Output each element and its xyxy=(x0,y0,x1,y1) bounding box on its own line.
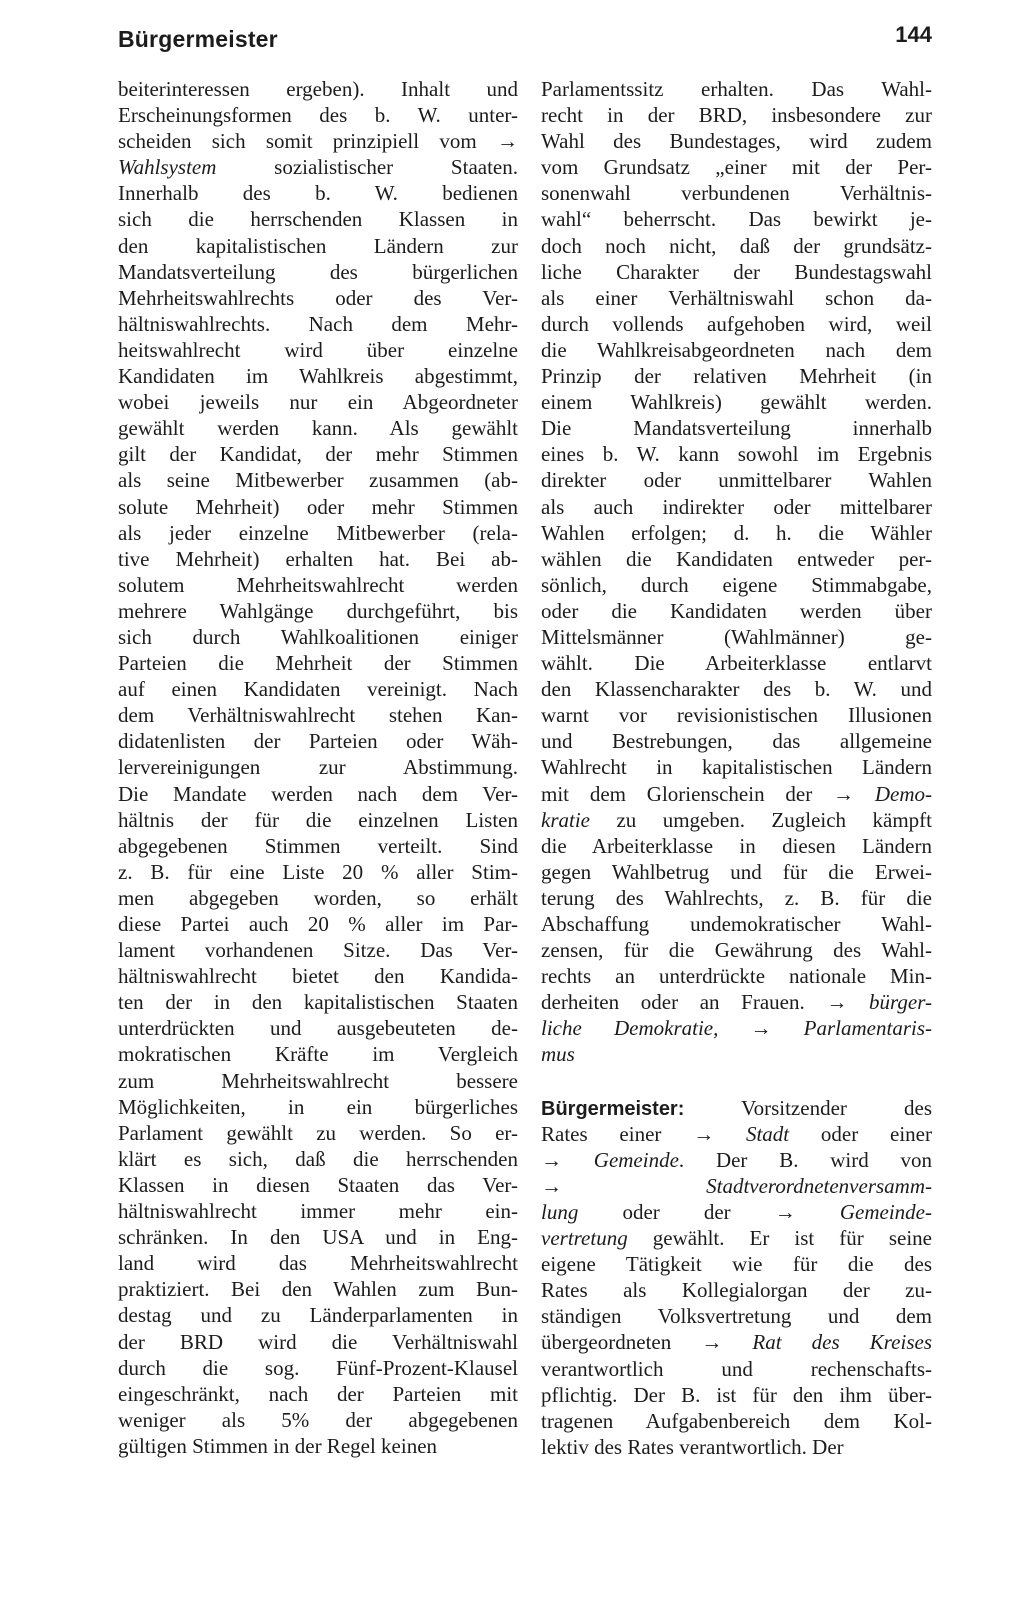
cross-reference-term: vertretung xyxy=(541,1226,628,1251)
text-line xyxy=(118,1433,518,1459)
text-line xyxy=(541,989,932,1015)
text-run: wobei jeweils nur ein Abgeordneter xyxy=(118,390,518,415)
text-line xyxy=(118,859,518,885)
text-line xyxy=(118,807,518,833)
text-line xyxy=(541,389,932,415)
text-line xyxy=(118,1224,518,1250)
text-line xyxy=(541,311,932,337)
text-line xyxy=(541,1329,932,1355)
text-line xyxy=(118,1172,518,1198)
text-run: didatenlisten der Parteien oder Wäh- xyxy=(118,729,518,754)
text-run: Die Mandatsverteilung innerhalb xyxy=(541,416,932,441)
text-line xyxy=(541,1408,932,1434)
text-run: direkter oder unmittelbarer Wahlen xyxy=(541,468,932,493)
text-line xyxy=(541,206,932,232)
cross-reference-arrow: → xyxy=(750,1016,804,1041)
text-run: wahl“ beherrscht. Das bewirkt je- xyxy=(541,207,932,232)
cross-reference-term: Wahlsystem xyxy=(118,155,217,180)
text-run: men abgegeben worden, so erhält xyxy=(118,885,518,910)
cross-reference-arrow: → xyxy=(701,1330,753,1355)
text-run: Klassen in diesen Staaten das Ver- xyxy=(118,1172,518,1197)
text-line xyxy=(541,885,932,911)
text-run: hältniswahlrecht bietet den Kandida- xyxy=(118,964,518,989)
text-line xyxy=(118,1250,518,1276)
text-line xyxy=(118,1355,518,1381)
text-line xyxy=(541,1434,932,1460)
text-line xyxy=(118,650,518,676)
text-run: als auch indirekter oder mittelbarer xyxy=(541,494,932,519)
text-run: . Der B. wird von xyxy=(678,1147,933,1172)
text-run: Möglichkeiten, in ein bürgerliches xyxy=(118,1094,518,1119)
text-run: Rates einer xyxy=(541,1121,694,1146)
text-run: Prinzip der relativen Mehrheit (in xyxy=(541,364,932,389)
text-line xyxy=(118,598,518,624)
text-line xyxy=(541,233,932,259)
text-run: mokratischen Kräfte im Vergleich xyxy=(118,1042,518,1067)
text-line xyxy=(541,702,932,728)
text-run: einem Wahlkreis) gewählt werden. xyxy=(541,390,932,415)
cross-reference-arrow: → xyxy=(541,1147,594,1172)
text-run: zu umgeben. Zugleich kämpft xyxy=(589,807,932,832)
text-run: beiterinteressen ergeben). Inhalt und xyxy=(118,77,518,101)
text-run: eigene Tätigkeit wie für die des xyxy=(541,1252,932,1277)
cross-reference-arrow: → xyxy=(497,129,518,154)
text-line xyxy=(118,389,518,415)
cross-reference-arrow: → xyxy=(541,1173,707,1198)
text-run: wählen die Kandidaten entweder per- xyxy=(541,546,932,571)
cross-reference-term: kratie xyxy=(541,807,590,832)
text-run: weniger als 5% der abgegebenen xyxy=(118,1407,518,1432)
text-line xyxy=(541,337,932,363)
text-line xyxy=(541,1356,932,1382)
text-run: sozialistischer Staaten. xyxy=(216,155,518,180)
text-run: lament vorhandenen Sitze. Das Ver- xyxy=(118,938,518,963)
text-line xyxy=(118,102,518,128)
text-run: Erscheinungsformen des b. W. unter- xyxy=(118,103,518,128)
text-line xyxy=(118,494,518,520)
text-line xyxy=(541,441,932,467)
text-run: Mehrheitswahlrechts oder des Ver- xyxy=(118,285,518,310)
text-run: den kapitalistischen Ländern zur xyxy=(118,233,518,258)
text-run: Abschaffung undemokratischer Wahl- xyxy=(541,912,932,936)
text-line xyxy=(541,676,932,702)
text-line xyxy=(541,963,932,989)
text-line xyxy=(541,598,932,624)
text-run: verantwortlich und rechenschafts- xyxy=(541,1356,932,1381)
text-line xyxy=(541,572,932,598)
text-line xyxy=(541,1382,932,1408)
text-run: praktiziert. Bei den Wahlen zum Bun- xyxy=(118,1277,518,1302)
text-run: gewählt werden kann. Als gewählt xyxy=(118,416,518,441)
text-run: mit dem Glorienschein der xyxy=(541,781,834,806)
text-line xyxy=(541,937,932,963)
running-head-word: Bürgermeister xyxy=(118,26,278,52)
text-line xyxy=(118,259,518,285)
text-line xyxy=(541,1015,932,1041)
text-line xyxy=(541,1173,932,1199)
text-run: hältniswahlrecht immer mehr ein- xyxy=(118,1199,518,1224)
text-run: Vorsitzender des xyxy=(684,1095,932,1120)
text-run: eingeschränkt, nach der Parteien mit xyxy=(118,1381,518,1406)
text-run: die Wahlkreisabgeordneten nach dem xyxy=(541,337,932,362)
text-run: klärt es sich, daß die herrschenden xyxy=(118,1146,518,1171)
text-line xyxy=(118,572,518,598)
text-line xyxy=(118,1198,518,1224)
text-run: land wird das Mehrheitswahlrecht xyxy=(118,1251,518,1276)
text-line xyxy=(118,989,518,1015)
text-line xyxy=(541,728,932,754)
text-line xyxy=(118,311,518,337)
text-run: sönlich, durch eigene Stimmabgabe, xyxy=(541,572,932,597)
left-column xyxy=(118,76,518,1459)
text-run: auf einen Kandidaten vereinigt. Nach xyxy=(118,677,518,702)
text-line xyxy=(118,285,518,311)
text-line xyxy=(118,415,518,441)
cross-reference-term: Demo- xyxy=(874,781,932,806)
cross-reference-term: Gemeinde- xyxy=(839,1199,932,1224)
text-line xyxy=(118,1094,518,1120)
text-run: Die Mandate werden nach dem Ver- xyxy=(118,781,518,806)
text-run: oder die Kandidaten werden über xyxy=(541,598,932,623)
text-run: z. B. für eine Liste 20 % aller Stim- xyxy=(118,859,518,884)
text-run: zensen, für die Gewährung des Wahl- xyxy=(541,938,932,963)
text-line xyxy=(118,441,518,467)
text-line xyxy=(118,1120,518,1146)
text-line xyxy=(118,337,518,363)
cross-reference-term: Gemeinde xyxy=(593,1147,679,1172)
text-line xyxy=(118,885,518,911)
cross-reference-term: Parlamentaris- xyxy=(803,1016,932,1041)
text-line xyxy=(118,833,518,859)
text-line xyxy=(541,1147,932,1173)
text-line xyxy=(541,833,932,859)
text-run: Wahlen erfolgen; d. h. die Wähler xyxy=(541,520,932,545)
text-run: terung des Wahlrechts, z. B. für die xyxy=(541,885,932,910)
text-run: abgegebenen Stimmen verteilt. Sind xyxy=(118,833,518,858)
text-line xyxy=(118,467,518,493)
text-line xyxy=(541,650,932,676)
text-run: oder einer xyxy=(789,1121,932,1146)
text-line xyxy=(118,702,518,728)
text-run: Innerhalb des b. W. bedienen xyxy=(118,181,518,206)
text-run: Wahl des Bundestages, wird zudem xyxy=(541,129,932,154)
text-run: warnt vor revisionistischen Illusionen xyxy=(541,703,932,728)
text-line xyxy=(118,1329,518,1355)
text-line xyxy=(118,1041,518,1067)
text-run: die Arbeiterklasse in diesen Ländern xyxy=(541,833,932,858)
text-run: als seine Mitbewerber zusammen (ab- xyxy=(118,468,518,493)
text-run: dem Verhältniswahlrecht stehen Kan- xyxy=(118,703,518,728)
text-line xyxy=(118,546,518,572)
cross-reference-term: lung xyxy=(541,1199,579,1224)
text-line xyxy=(118,233,518,259)
entry-first-line xyxy=(541,1095,932,1121)
text-line xyxy=(541,1251,932,1277)
text-run: Parlament gewählt zu werden. So er- xyxy=(118,1120,518,1145)
cross-reference-term: mus xyxy=(541,1042,575,1067)
text-run: doch noch nicht, daß der grundsätz- xyxy=(541,233,932,258)
cross-reference-arrow: → xyxy=(774,1199,840,1224)
text-line xyxy=(541,467,932,493)
text-run: hältnis der für die einzelnen Listen xyxy=(118,807,518,832)
text-run: solutem Mehrheitswahlrecht werden xyxy=(118,572,518,597)
text-run: scheiden sich somit prinzipiell vom xyxy=(118,129,497,154)
text-run: tragenen Aufgabenbereich dem Kol- xyxy=(541,1408,932,1433)
text-run: schränken. In den USA und in Eng- xyxy=(118,1225,518,1250)
text-line xyxy=(541,754,932,780)
text-line xyxy=(118,128,518,154)
text-run: Wahlrecht in kapitalistischen Ländern xyxy=(541,755,932,780)
text-line xyxy=(541,807,932,833)
text-line xyxy=(541,911,932,937)
text-line xyxy=(118,911,518,937)
text-run: Parlamentssitz erhalten. Das Wahl- xyxy=(541,77,932,101)
text-run: liche Charakter der Bundestagswahl xyxy=(541,259,932,284)
text-run: ten der in den kapitalistischen Staaten xyxy=(118,990,518,1015)
text-run: eines b. W. kann sowohl im Ergebnis xyxy=(541,442,932,467)
text-line xyxy=(541,363,932,389)
text-run: sich durch Wahlkoalitionen einiger xyxy=(118,624,518,649)
text-line xyxy=(118,1276,518,1302)
text-line xyxy=(118,76,518,102)
text-line xyxy=(541,102,932,128)
text-run: diese Partei auch 20 % aller im Par- xyxy=(118,912,518,936)
text-line xyxy=(118,1302,518,1328)
text-run: als einer Verhältniswahl schon da- xyxy=(541,285,932,310)
text-line xyxy=(118,624,518,650)
text-line xyxy=(118,676,518,702)
text-line xyxy=(118,363,518,389)
text-line xyxy=(118,1381,518,1407)
text-run: Parteien die Mehrheit der Stimmen xyxy=(118,651,518,676)
cross-reference-term: Rat des Kreises xyxy=(752,1330,932,1355)
text-line xyxy=(541,520,932,546)
text-run: gültigen Stimmen in der Regel keinen xyxy=(118,1433,438,1458)
text-run: recht in der BRD, insbesondere zur xyxy=(541,103,932,128)
text-line xyxy=(118,154,518,180)
text-line xyxy=(118,520,518,546)
text-line xyxy=(541,415,932,441)
text-run: zum Mehrheitswahlrecht bessere xyxy=(118,1068,518,1093)
text-run: hältniswahlrechts. Nach dem Mehr- xyxy=(118,311,518,336)
text-run: lektiv des Rates verantwortlich. Der xyxy=(541,1434,844,1459)
text-line xyxy=(541,546,932,572)
text-run: unterdrückten und ausgebeuteten de- xyxy=(118,1016,518,1041)
text-run: übergeordneten xyxy=(541,1330,702,1355)
text-run: durch vollends aufgehoben wird, weil xyxy=(541,311,932,336)
text-run: destag und zu Länderparlamenten in xyxy=(118,1303,518,1328)
text-run: gegen Wahlbetrug und für die Erwei- xyxy=(541,859,932,884)
text-line xyxy=(541,1041,932,1067)
text-line xyxy=(118,180,518,206)
text-run: und Bestrebungen, das allgemeine xyxy=(541,729,932,754)
text-line xyxy=(541,154,932,180)
text-run: durch die sog. Fünf-Prozent-Klausel xyxy=(118,1355,518,1380)
cross-reference-arrow: → xyxy=(833,781,875,806)
cross-reference-term: liche Demokratie, xyxy=(541,1016,751,1041)
text-run: pflichtig. Der B. ist für den ihm über- xyxy=(541,1382,932,1407)
text-run: derheiten oder an Frauen. xyxy=(541,990,827,1015)
text-run: der BRD wird die Verhältniswahl xyxy=(118,1329,518,1354)
cross-reference-arrow: → xyxy=(693,1121,746,1146)
text-run: Rates als Kollegialorgan der zu- xyxy=(541,1278,932,1303)
text-line xyxy=(541,1277,932,1303)
text-line xyxy=(541,859,932,885)
text-run: heitswahlrecht wird über einzelne xyxy=(118,337,518,362)
right-column xyxy=(541,76,932,1460)
text-line xyxy=(118,1068,518,1094)
text-run: mehrere Wahlgänge durchgeführt, bis xyxy=(118,598,518,623)
text-run: sonenwahl verbundenen Verhältnis- xyxy=(541,181,932,206)
text-line xyxy=(118,1146,518,1172)
text-run: Mittelsmänner (Wahlmänner) ge- xyxy=(541,624,932,649)
text-run: Mandatsverteilung des bürgerlichen xyxy=(118,259,518,284)
entry-separator xyxy=(541,1068,932,1095)
text-line xyxy=(541,1199,932,1225)
text-line xyxy=(118,963,518,989)
entry-headword: Bürgermeister: xyxy=(541,1097,685,1120)
text-line xyxy=(118,206,518,232)
text-line xyxy=(118,754,518,780)
text-line xyxy=(541,285,932,311)
text-line xyxy=(541,624,932,650)
running-head xyxy=(118,22,932,62)
text-line xyxy=(541,128,932,154)
text-run: rechts an unterdrückte nationale Min- xyxy=(541,964,932,989)
text-run: gilt der Kandidat, der mehr Stimmen xyxy=(118,442,518,467)
text-run: oder der xyxy=(578,1199,775,1224)
cross-reference-arrow: → xyxy=(826,990,870,1015)
text-run: solute Mehrheit) oder mehr Stimmen xyxy=(118,494,518,519)
text-run: Kandidaten im Wahlkreis abgestimmt, xyxy=(118,364,518,389)
text-run: vom Grundsatz „einer mit der Per- xyxy=(541,155,932,180)
text-line xyxy=(541,259,932,285)
cross-reference-term: Stadt xyxy=(745,1121,790,1146)
text-line xyxy=(541,1225,932,1251)
text-line xyxy=(118,1015,518,1041)
text-line xyxy=(541,1303,932,1329)
text-line xyxy=(541,180,932,206)
text-run: gewählt. Er ist für seine xyxy=(627,1226,932,1251)
text-line xyxy=(118,781,518,807)
cross-reference-term: bürger- xyxy=(869,990,932,1015)
text-run: ständigen Volksvertretung und dem xyxy=(541,1304,932,1329)
text-line xyxy=(541,1121,932,1147)
text-line xyxy=(541,494,932,520)
text-run: tive Mehrheit) erhalten hat. Bei ab- xyxy=(118,546,518,571)
text-line xyxy=(118,937,518,963)
page-number: 144 xyxy=(895,22,932,47)
text-line xyxy=(118,1407,518,1433)
text-line xyxy=(118,728,518,754)
text-run: wählt. Die Arbeiterklasse entlarvt xyxy=(541,651,932,676)
text-line xyxy=(541,76,932,102)
text-run: den Klassencharakter des b. W. und xyxy=(541,677,932,702)
text-run: sich die herrschenden Klassen in xyxy=(118,207,518,232)
text-run: lervereinigungen zur Abstimmung. xyxy=(118,755,518,780)
cross-reference-term: Stadtverordnetenversamm- xyxy=(706,1173,932,1198)
text-run: als jeder einzelne Mitbewerber (rela- xyxy=(118,520,518,545)
text-line xyxy=(541,781,932,807)
